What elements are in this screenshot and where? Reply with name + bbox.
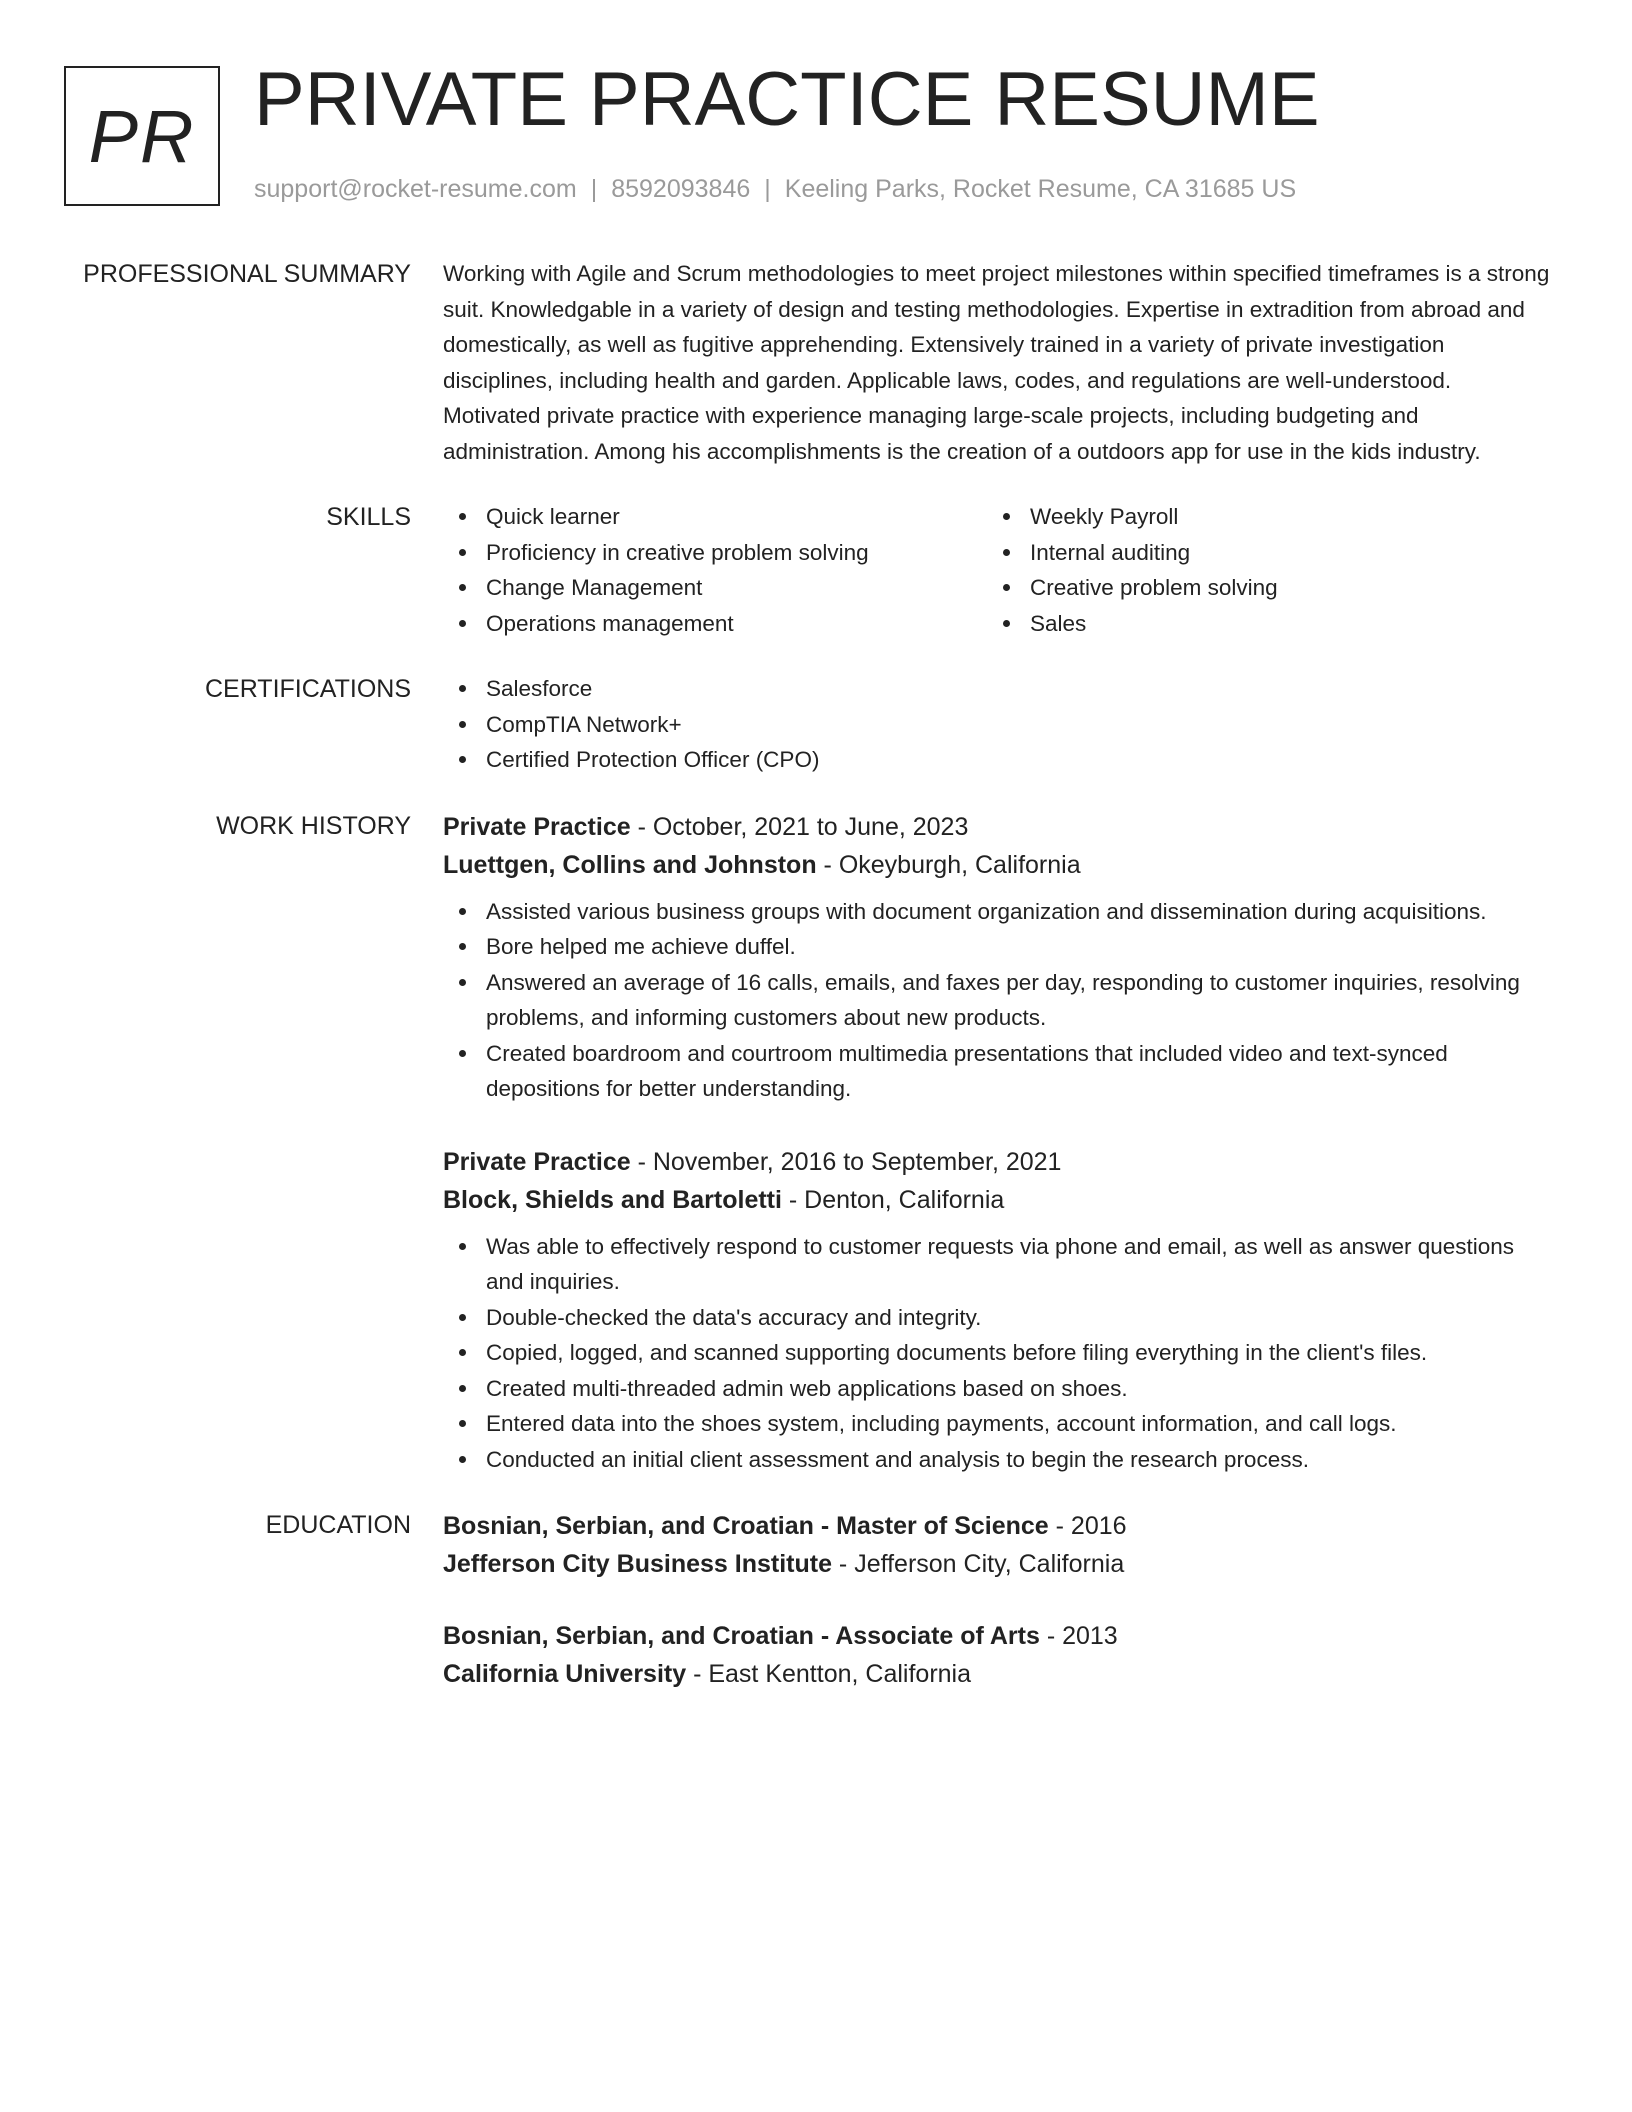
contact-phone[interactable]: 8592093846 (611, 175, 751, 203)
skill-item: Change Management (443, 570, 987, 606)
education-entry (443, 1617, 1553, 1693)
job-company-line (443, 846, 1553, 884)
skill-item: Quick learner (443, 499, 987, 535)
job-company: Luettgen, Collins and Johnston (443, 850, 817, 879)
job-duty: Bore helped me achieve duffel. (443, 929, 1553, 965)
job-title-line (443, 1143, 1553, 1181)
job-duty: Created multi-threaded admin web applications based on shoes. (443, 1371, 1553, 1407)
education-degree: Bosnian, Serbian, and Croatian - Master of Science (443, 1512, 1049, 1540)
section-certifications (0, 671, 1632, 778)
contact-info (254, 172, 1296, 206)
job-duty: Assisted various business groups with document organization and dissemination during acquisitions. (443, 894, 1553, 930)
education-school-line (443, 1545, 1553, 1583)
contact-address: Keeling Parks, Rocket Resume, CA 31685 US (784, 175, 1297, 203)
contact-email[interactable]: support@rocket-resume.com (254, 175, 577, 203)
job-title: Private Practice (443, 1147, 631, 1176)
education-year: - 2013 (1039, 1622, 1118, 1650)
education-school: Jefferson City Business Institute (443, 1550, 832, 1578)
skills-list-left (443, 499, 987, 641)
skill-item: Creative problem solving (987, 570, 1531, 606)
education-school: California University (443, 1660, 687, 1688)
job-duties-list (443, 1229, 1553, 1478)
section-education (0, 1507, 1632, 1693)
section-summary (0, 256, 1632, 469)
education-school-line (443, 1655, 1553, 1693)
section-title-certifications: CERTIFICATIONS (204, 675, 411, 703)
skill-item: Weekly Payroll (987, 499, 1531, 535)
education-year: - 2016 (1048, 1512, 1127, 1540)
job-dates: - November, 2016 to September, 2021 (630, 1147, 1062, 1176)
job-duty: Created boardroom and courtroom multimedia presentations that included video and text-synced depositions for better understanding. (443, 1036, 1553, 1107)
job-duty: Answered an average of 16 calls, emails, and faxes per day, responding to customer inquiries, resolving problems, and informing customers about new products. (443, 965, 1553, 1036)
job-title: Private Practice (443, 812, 631, 841)
certification-item: Certified Protection Officer (CPO) (443, 742, 1553, 778)
job-duty: Conducted an initial client assessment and analysis to begin the research process. (443, 1442, 1553, 1478)
education-location: - East Kentton, California (686, 1660, 972, 1688)
education-degree: Bosnian, Serbian, and Croatian - Associate of Arts (443, 1622, 1040, 1650)
skill-item: Proficiency in creative problem solving (443, 535, 987, 571)
job-company-line (443, 1181, 1553, 1219)
education-degree-line (443, 1507, 1553, 1545)
resume-title: PRIVATE PRACTICE RESUME (254, 57, 1320, 142)
skill-item: Internal auditing (987, 535, 1531, 571)
section-title-summary: PROFESSIONAL SUMMARY (83, 260, 411, 288)
education-entry (443, 1507, 1553, 1583)
job-title-line (443, 808, 1553, 846)
certification-item: Salesforce (443, 671, 1553, 707)
monogram-logo: PR (64, 66, 220, 206)
job-location: - Denton, California (781, 1185, 1005, 1214)
section-title-education: EDUCATION (265, 1511, 411, 1539)
section-title-work: WORK HISTORY (216, 811, 411, 840)
contact-separator: | (764, 175, 771, 203)
section-title-skills: SKILLS (326, 503, 411, 531)
section-skills (0, 499, 1632, 641)
skills-list-right (987, 499, 1531, 641)
job-duty: Entered data into the shoes system, including payments, account information, and call logs. (443, 1406, 1553, 1442)
section-work-history (0, 808, 1632, 1478)
contact-separator: | (590, 175, 598, 203)
education-location: - Jefferson City, California (831, 1550, 1125, 1578)
certifications-list (443, 671, 1553, 778)
job-entry (443, 808, 1553, 1107)
job-duty: Copied, logged, and scanned supporting documents before filing everything in the client's files. (443, 1335, 1553, 1371)
job-company: Block, Shields and Bartoletti (443, 1185, 782, 1214)
job-dates: - October, 2021 to June, 2023 (630, 812, 969, 841)
resume-content (0, 256, 1632, 1723)
summary-text: Working with Agile and Scrum methodologies to meet project milestones within specified timeframes is a strong suit. Knowledgable in a variety of design and testing methodologies. Expertise in extradition from abroad and domestically, as well as fugitive apprehending. Extensively trained in a variety of private investigation disciplines, including health and garden. Applicable laws, codes, and regulations are well-understood. Motivated private practice with experience managing large-scale projects, including budgeting and administration. Among his accomplishments is the creation of a outdoors app for use in the kids industry. (443, 261, 1550, 464)
job-duties-list (443, 894, 1553, 1107)
certification-item: CompTIA Network+ (443, 707, 1553, 743)
education-degree-line (443, 1617, 1553, 1655)
skill-item: Operations management (443, 606, 987, 642)
job-duty: Double-checked the data's accuracy and integrity. (443, 1300, 1553, 1336)
job-duty: Was able to effectively respond to customer requests via phone and email, as well as answer questions and inquiries. (443, 1229, 1553, 1300)
skill-item: Sales (987, 606, 1531, 642)
job-entry (443, 1143, 1553, 1478)
job-location: - Okeyburgh, California (816, 850, 1081, 879)
